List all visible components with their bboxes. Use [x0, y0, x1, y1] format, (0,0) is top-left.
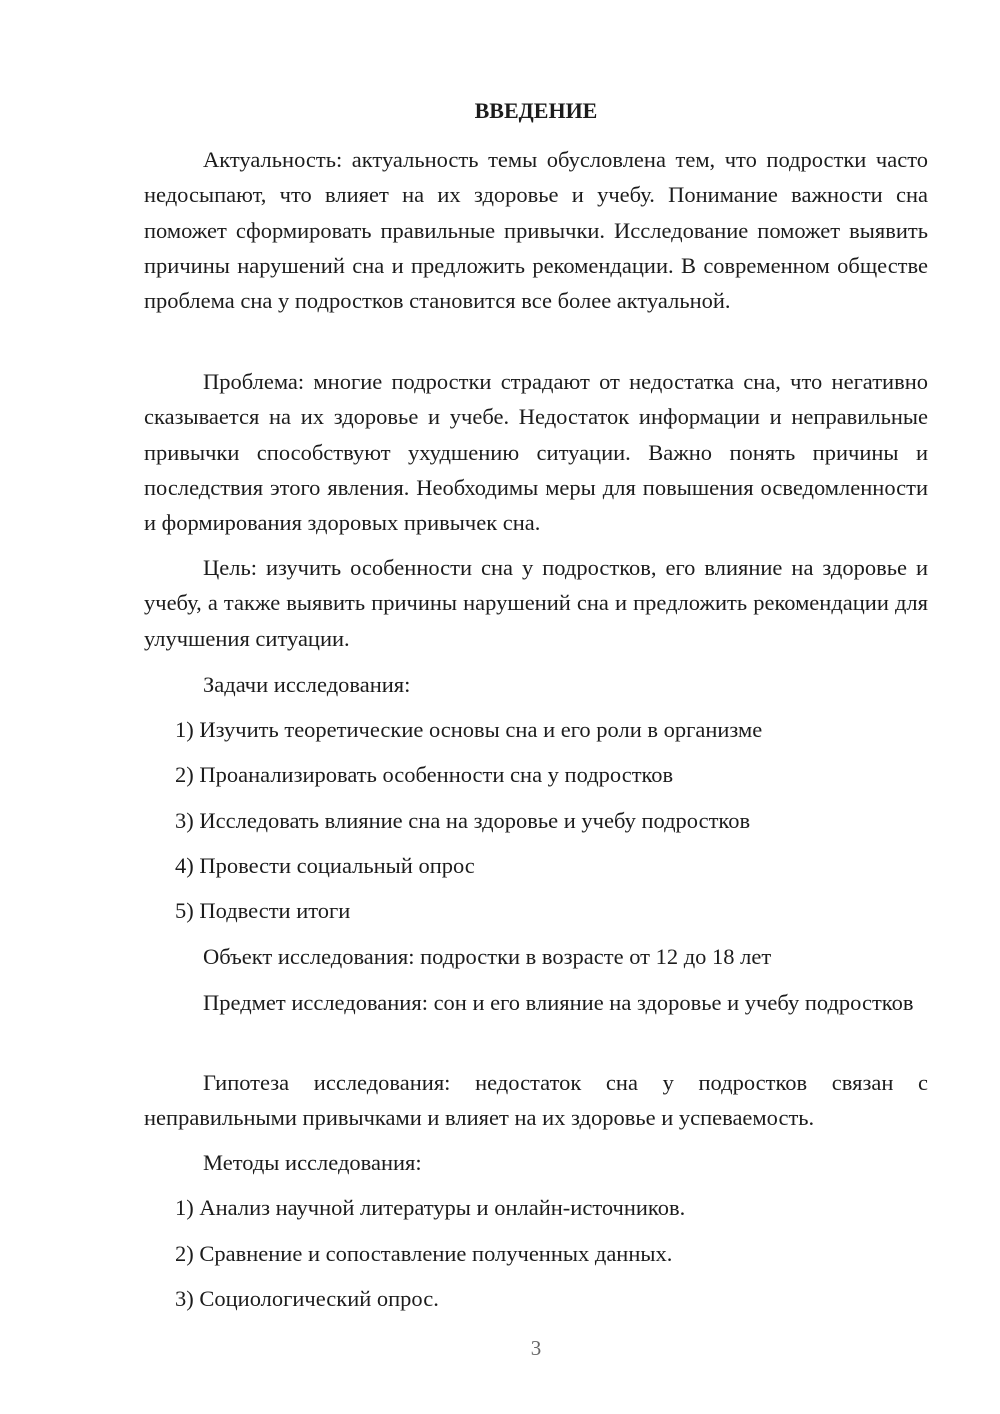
method-item-3: 3) Социологический опрос. [175, 1286, 439, 1311]
task-item-5: 5) Подвести итоги [175, 898, 351, 923]
task-item-2: 2) Проанализировать особенности сна у подростков [175, 762, 674, 787]
hypothesis-paragraph: Гипотеза исследования: недостаток сна у подростков связан с неправильными привычками и влияет на их здоровье и успеваемость. [144, 1070, 928, 1131]
page-title: ВВЕДЕНИЕ [474, 98, 598, 123]
task-item-3: 3) Исследовать влияние сна на здоровье и учебу подростков [175, 808, 751, 833]
task-item-4: 4) Провести социальный опрос [175, 853, 475, 878]
goal-paragraph: Цель: изучить особенности сна у подростков, его влияние на здоровье и учебу, а также выявить причины нарушений сна и предложить рекомендации для улучшения ситуации. [144, 555, 928, 651]
method-item-1: 1) Анализ научной литературы и онлайн-источников. [175, 1195, 686, 1220]
document-page [144, 0, 928, 1414]
object-line: Объект исследования: подростки в возрасте от 12 до 18 лет [203, 944, 772, 969]
tasks-heading: Задачи исследования: [203, 672, 411, 697]
subject-paragraph: Предмет исследования: сон и его влияние на здоровье и учебу подростков [203, 990, 914, 1015]
method-item-2: 2) Сравнение и сопоставление полученных данных. [175, 1241, 673, 1266]
relevance-paragraph: Актуальность: актуальность темы обусловлена тем, что подростки часто недосыпают, что влияет на их здоровье и учебу. Понимание важности сна поможет сформировать правильные привычки. Исследование поможет выявить причины нарушений сна и предложить рекомендации. В современном обществе проблема сна у подростков становится все более актуальной. [144, 147, 928, 314]
problem-paragraph: Проблема: многие подростки страдают от недостатка сна, что негативно сказывается на их здоровье и учебе. Недостаток информации и неправильные привычки способствуют ухудшению ситуации. Важно понять причины и последствия этого явления. Необходимы меры для повышения осведомленности и формирования здоровых привычек сна. [144, 369, 928, 536]
task-item-1: 1) Изучить теоретические основы сна и его роли в организме [175, 717, 763, 742]
page-number: 3 [530, 1336, 542, 1360]
methods-heading: Методы исследования: [203, 1150, 422, 1175]
